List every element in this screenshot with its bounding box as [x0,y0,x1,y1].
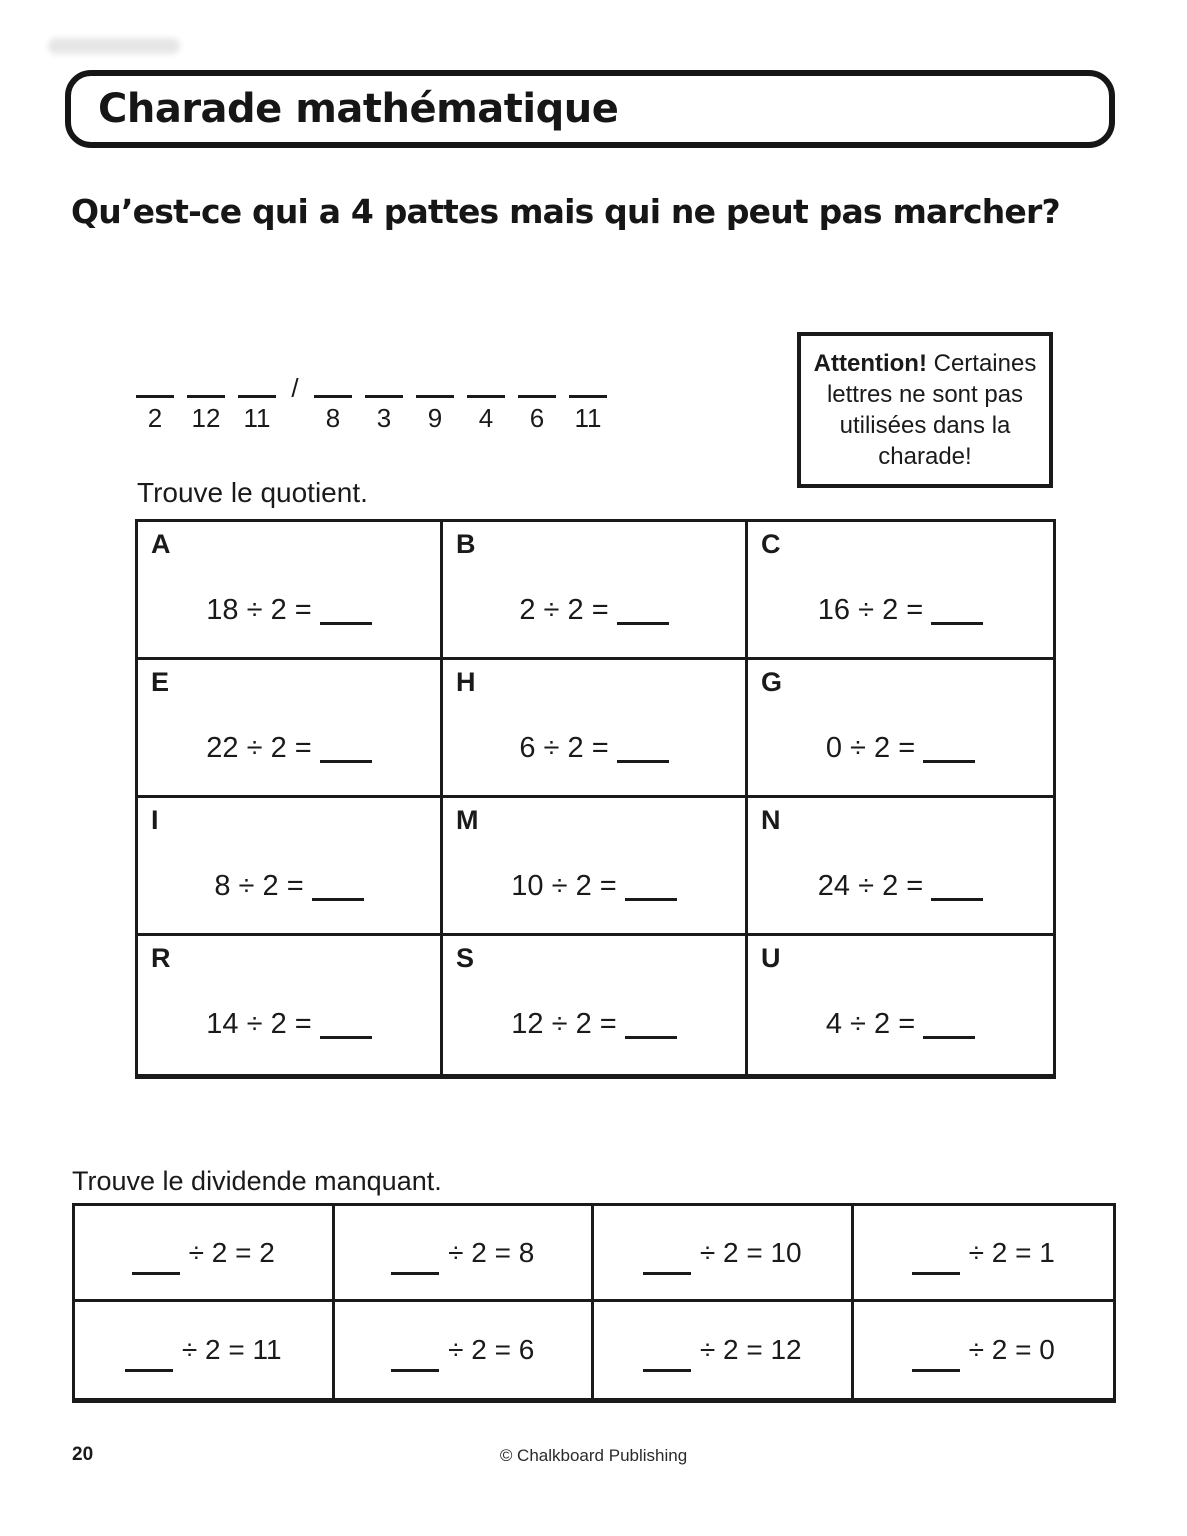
division-equation [443,728,745,765]
answer-blank [314,378,352,434]
dividend-cell [854,1302,1114,1398]
cell-letter: A [151,529,171,559]
cell-letter: S [456,943,475,973]
quotient-cell-N [748,798,1053,936]
equation-text: ÷ 2 = 0 [968,1334,1055,1365]
answer-write-line [643,1247,691,1275]
cell-letter: B [456,529,476,559]
division-equation [748,590,1053,627]
division-equation [748,866,1053,903]
answer-write-line [391,1344,439,1372]
equation-text: 12 ÷ 2 = [511,1008,617,1040]
quotient-table [135,519,1056,1079]
attention-lead: Attention! [813,350,927,377]
answer-write-line [132,1247,180,1275]
attention-text [808,348,1042,472]
answer-blank [569,378,607,434]
equation-text: 18 ÷ 2 = [206,594,312,626]
quotient-cell-C [748,522,1053,660]
answer-blank-number: 11 [243,403,271,433]
equation-text: 2 ÷ 2 = [519,594,609,626]
equation-text: ÷ 2 = 1 [968,1236,1055,1268]
quotient-instruction: Trouve le quotient. [137,477,368,508]
answer-blank-line [365,378,403,398]
answer-blank-line [569,378,607,398]
equation-text: ÷ 2 = 10 [699,1236,802,1268]
cell-letter: H [456,667,476,697]
equation-text: 0 ÷ 2 = [825,732,916,764]
quotient-cell-B [443,522,748,660]
cell-letter: C [761,529,781,559]
equation-text: 4 ÷ 2 = [825,1008,916,1040]
division-equation [138,866,440,903]
answer-blank [467,378,505,434]
answer-write-line [931,872,983,901]
dividend-cell [75,1302,335,1398]
equation-text: 24 ÷ 2 = [817,870,924,902]
equation-text: ÷ 2 = 12 [699,1334,802,1365]
copyright-notice: © Chalkboard Publishing [499,1446,688,1465]
answer-blank-number: 4 [478,403,494,433]
answer-write-line [391,1247,439,1275]
answer-blanks-row [136,373,607,434]
equation-text: ÷ 2 = 8 [448,1236,535,1268]
attention-box [797,332,1053,488]
cell-letter: M [456,805,479,835]
answer-blank [518,378,556,434]
cell-letter: U [761,943,781,973]
answer-blank-number: 6 [529,403,545,433]
answer-write-line [912,1247,960,1275]
dividend-cell [594,1206,854,1302]
answer-blank-line [314,378,352,398]
dividend-cell [594,1302,854,1398]
division-equation [138,590,440,627]
answer-blank [136,378,174,434]
answer-write-line [931,596,983,625]
page-title: Charade mathématique [98,86,619,132]
answer-blank-number: 8 [325,403,341,433]
quotient-cell-U [748,936,1053,1074]
answer-write-line [923,734,975,763]
answer-write-line [617,596,669,625]
dividend-table [72,1203,1116,1403]
division-equation [748,728,1053,765]
page-number: 20 [72,1444,94,1465]
answer-blank-line [518,378,556,398]
quotient-cell-A [138,522,443,660]
equation-text: ÷ 2 = 2 [188,1236,275,1268]
cell-letter: G [761,667,783,697]
answer-blank [416,378,454,434]
riddle-question: Qu’est-ce qui a 4 pattes mais qui ne peut pas marcher? [71,192,1060,231]
word-separator-slash: / [291,373,299,403]
equation-text: 22 ÷ 2 = [206,732,312,764]
answer-write-line [320,1010,372,1039]
cell-letter: E [151,667,170,697]
equation-text: 8 ÷ 2 = [214,870,304,902]
division-equation [443,1004,745,1041]
answer-write-line [625,872,677,901]
answer-blank-line [416,378,454,398]
scan-artifact [48,38,180,54]
quotient-cell-S [443,936,748,1074]
division-equation [138,1004,440,1041]
quotient-cell-H [443,660,748,798]
division-equation [138,728,440,765]
title-banner [65,70,1115,148]
equation-text: ÷ 2 = 6 [448,1334,535,1365]
answer-blank-line [187,378,225,398]
answer-blank-number: 11 [574,403,602,433]
answer-blank-line [136,378,174,398]
answer-write-line [125,1344,173,1372]
answer-write-line [320,596,372,625]
dividend-cell [75,1206,335,1302]
answer-blank [365,378,403,434]
cell-letter: N [761,805,781,835]
division-equation [443,590,745,627]
quotient-cell-M [443,798,748,936]
answer-blank [238,378,276,434]
division-equation [748,1004,1053,1041]
answer-blank-number: 9 [427,403,443,433]
dividend-cell [854,1206,1114,1302]
equation-text: ÷ 2 = 11 [181,1334,282,1365]
equation-text: 16 ÷ 2 = [817,594,924,626]
answer-write-line [312,872,364,901]
equation-text: 10 ÷ 2 = [511,870,617,902]
cell-letter: R [151,943,171,973]
cell-letter: I [151,805,159,835]
quotient-cell-R [138,936,443,1074]
dividend-instruction: Trouve le dividende manquant. [72,1166,442,1196]
answer-write-line [923,1010,975,1039]
division-equation [443,866,745,903]
answer-write-line [617,734,669,763]
quotient-cell-I [138,798,443,936]
dividend-cell [335,1206,595,1302]
attention-body: Certaines lettres ne sont pas utilisées dans la charade! [826,350,1037,470]
answer-blank-number: 12 [191,403,221,433]
equation-text: 6 ÷ 2 = [519,732,609,764]
answer-write-line [643,1344,691,1372]
answer-write-line [320,734,372,763]
equation-text: 14 ÷ 2 = [206,1008,312,1040]
answer-blank-number: 2 [147,403,163,433]
answer-blank-number: 3 [376,403,392,433]
quotient-cell-G [748,660,1053,798]
answer-write-line [912,1344,960,1372]
quotient-cell-E [138,660,443,798]
answer-write-line [625,1010,677,1039]
answer-blank [187,378,225,434]
dividend-cell [335,1302,595,1398]
answer-blank-line [238,378,276,398]
answer-blank-line [467,378,505,398]
